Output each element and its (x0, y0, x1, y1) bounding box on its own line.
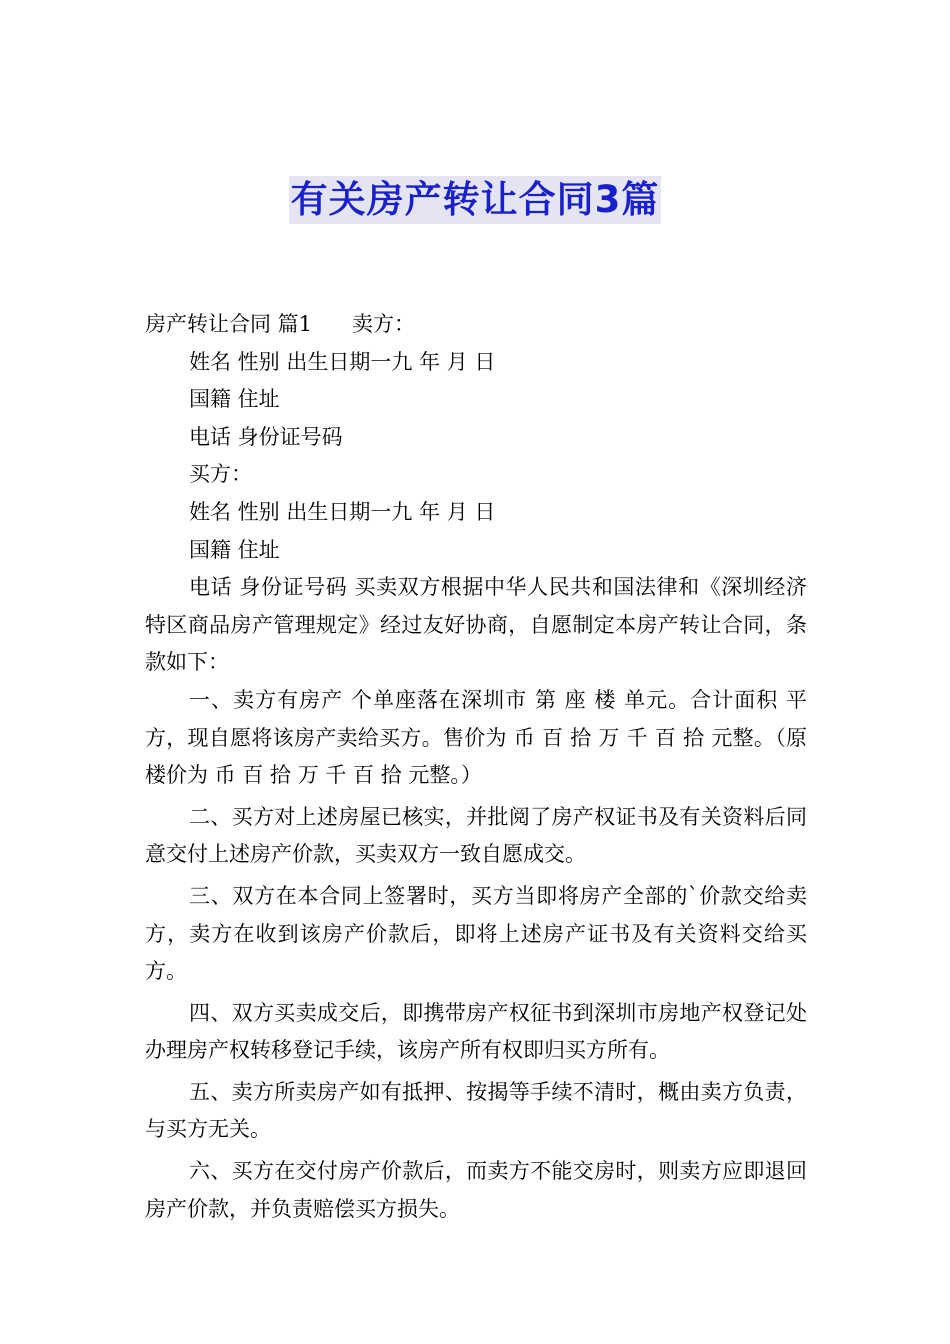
buyer-info-name: 姓名 性别 出生日期一九 年 月 日 (189, 499, 496, 524)
paragraph-clause-4: 四、双方买卖成交后，即携带房产权征书到深圳市房地产权登记处办理房产权转移登记手续，该房产所有权即归买方所有。 (145, 1000, 807, 1063)
paragraph-clause-2: 二、买方对上述房屋已核实，并批阅了房产权证书及有关资料后同意交付上述房产价款，买卖双方一致自愿成交。 (145, 804, 807, 867)
seller-info-phone: 电话 身份证号码 (189, 424, 343, 449)
paragraph-intro: 电话 身份证号码 买卖双方根据中华人民共和国法律和《深圳经济特区商品房产管理规定》经过友好协商，自愿制定本房产转让合同，条款如下： (145, 575, 807, 675)
paragraph-clause-5: 五、卖方所卖房产如有抵押、按揭等手续不清时，概由卖方负责，与买方无关。 (145, 1079, 807, 1142)
buyer-info-nationality: 国籍 住址 (189, 537, 280, 562)
buyer-label: 买方： (189, 462, 252, 487)
document-title-wrap (0, 176, 950, 224)
paragraph-clause-6: 六、买方在交付房产价款后，而卖方不能交房时，则卖方应即退回房产价款，并负责赔偿买方损失。 (145, 1159, 807, 1221)
contract-name: 房产转让合同 篇1 (145, 312, 313, 336)
contract-header-line (145, 306, 807, 344)
document-title: 有关房产转让合同3篇 (289, 176, 662, 224)
seller-info-nationality: 国籍 住址 (189, 387, 280, 412)
seller-info-name: 姓名 性别 出生日期一九 年 月 日 (189, 349, 496, 374)
seller-label: 卖方： (352, 312, 416, 336)
paragraph-clause-1: 一、卖方有房产 个单座落在深圳市 第 座 楼 单元。合计面积 平方，现自愿将该房产卖给买方。售价为 币 百 拾 万 千 百 拾 元整。（原楼价为 币 百 拾 万 千 百 拾 元整。） (145, 687, 807, 788)
document-body (145, 306, 807, 1228)
paragraph-clause-3: 三、双方在本合同上签署时，买方当即将房产全部的`价款交给卖方，卖方在收到该房产价款后，即将上述房产证书及有关资料交给买方。 (145, 883, 807, 984)
